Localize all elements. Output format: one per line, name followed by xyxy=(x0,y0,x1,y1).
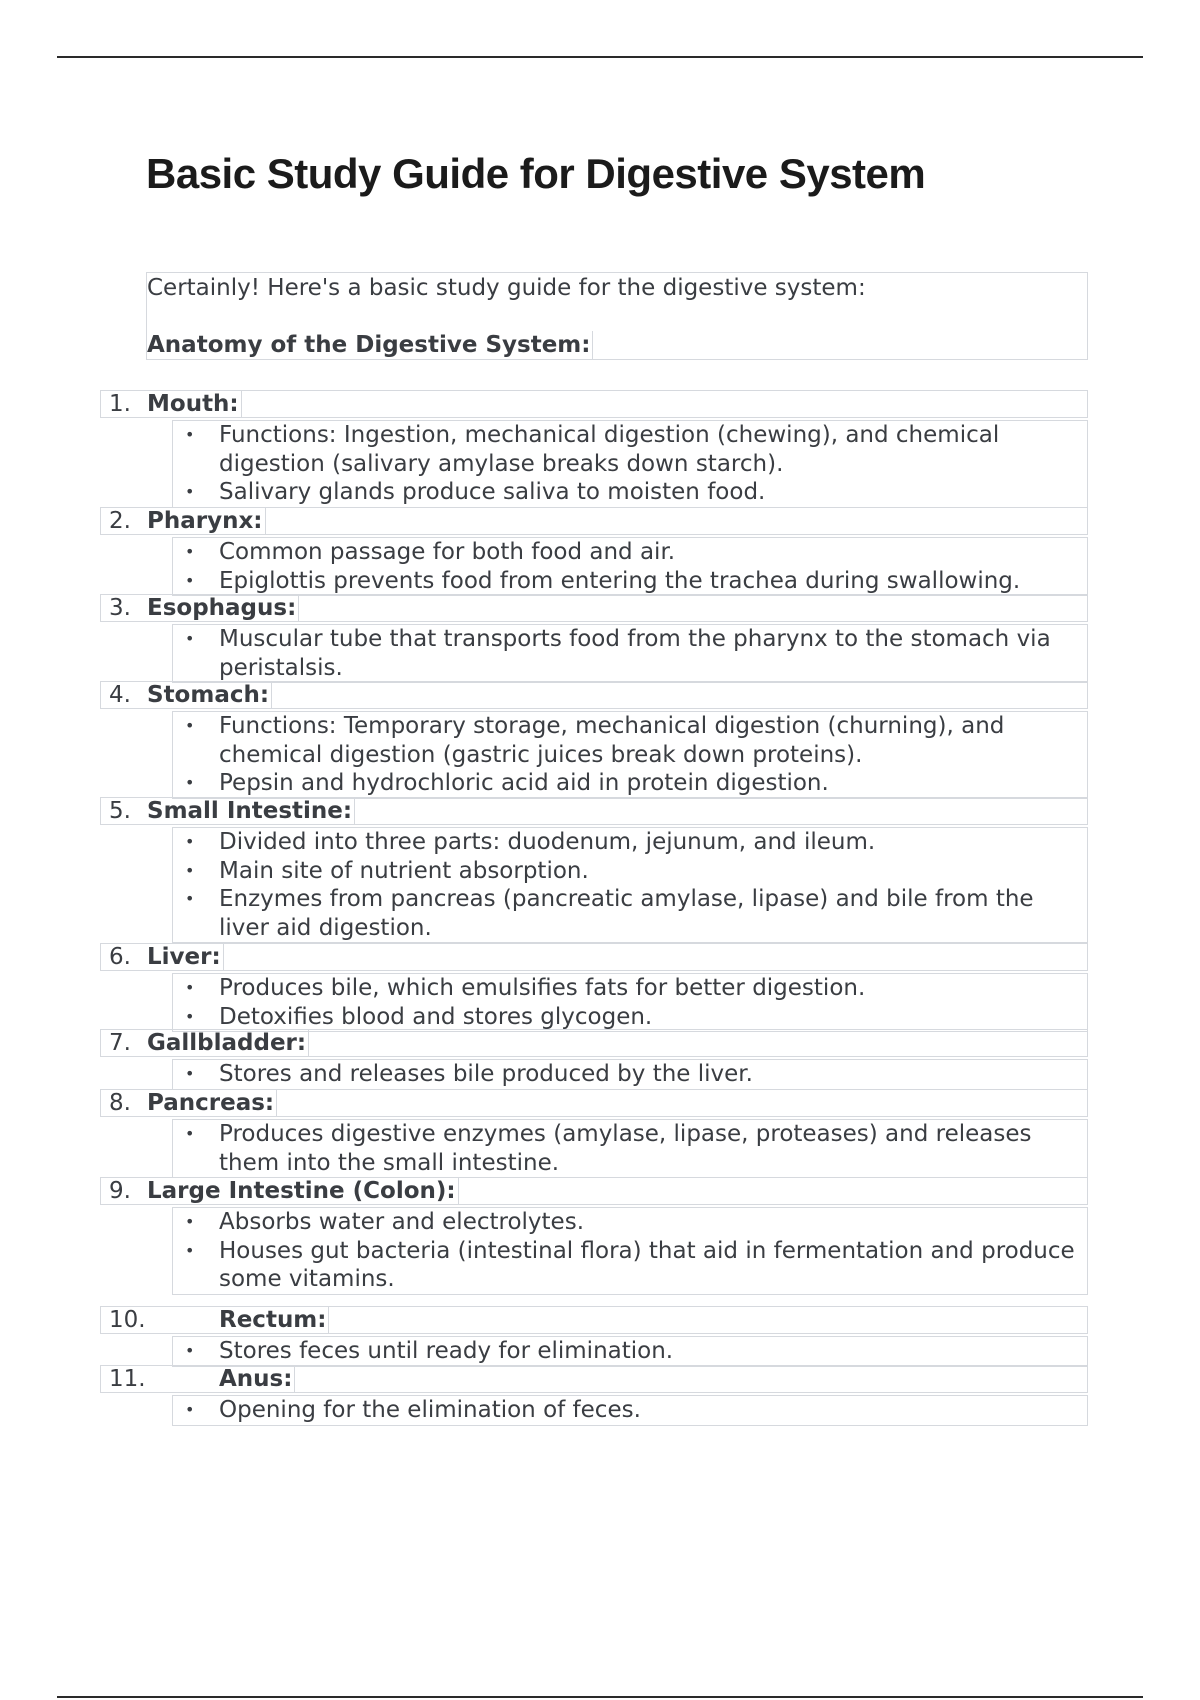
list-number: 7. xyxy=(109,1030,131,1056)
header-rule xyxy=(57,56,1143,58)
bullet-list xyxy=(172,1119,1088,1178)
list-item xyxy=(100,594,1088,683)
list-number: 11. xyxy=(109,1366,146,1392)
bullet-item xyxy=(173,857,1087,886)
list-item-header xyxy=(100,797,1088,825)
list-item-header xyxy=(100,681,1088,709)
bullet-text: Produces bile, which emulsifies fats for better digestion. xyxy=(219,975,866,1001)
bullet-item xyxy=(173,478,1087,507)
list-item xyxy=(100,1177,1088,1295)
footer-rule xyxy=(57,1696,1143,1698)
bullet-text: Common passage for both food and air. xyxy=(219,539,676,565)
bullet-list xyxy=(172,973,1088,1032)
bullet-item xyxy=(173,974,1087,1003)
list-item xyxy=(100,1306,1088,1367)
bullet-item xyxy=(173,567,1087,596)
list-item xyxy=(100,1029,1088,1090)
bullet-icon: • xyxy=(185,1124,195,1143)
bullet-text: Absorbs water and electrolytes. xyxy=(219,1209,585,1235)
list-item xyxy=(100,1089,1088,1178)
list-number: 10. xyxy=(109,1307,146,1333)
bullet-text: Houses gut bacteria (intestinal flora) that aid in fermentation and produce some vitamins. xyxy=(219,1237,1075,1292)
list-number: 5. xyxy=(109,798,131,824)
bullet-icon: • xyxy=(185,1212,195,1231)
bullet-text: Functions: Temporary storage, mechanical digestion (churning), and chemical digestion (gastric juices break down proteins). xyxy=(219,713,1005,768)
bullet-item xyxy=(173,769,1087,798)
organ-label: Pancreas: xyxy=(147,1089,277,1117)
organ-label: Mouth: xyxy=(147,390,242,418)
bullet-icon: • xyxy=(185,889,195,908)
bullet-icon: • xyxy=(185,425,195,444)
list-item xyxy=(100,681,1088,799)
organ-label: Anus: xyxy=(219,1365,295,1393)
list-item-header xyxy=(100,1089,1088,1117)
bullet-icon: • xyxy=(185,773,195,792)
organ-label: Rectum: xyxy=(219,1306,329,1334)
list-item xyxy=(100,1365,1088,1426)
list-item xyxy=(100,797,1088,943)
bullet-list xyxy=(172,1207,1088,1295)
list-number: 2. xyxy=(109,508,131,534)
list-item-header xyxy=(100,594,1088,622)
bullet-icon: • xyxy=(185,482,195,501)
organ-label: Small Intestine: xyxy=(147,797,355,825)
bullet-item xyxy=(173,1208,1087,1237)
bullet-item xyxy=(173,1237,1087,1294)
list-number: 8. xyxy=(109,1090,131,1116)
bullet-text: Stores and releases bile produced by the liver. xyxy=(219,1061,753,1087)
bullet-text: Muscular tube that transports food from the pharynx to the stomach via peristalsis. xyxy=(219,626,1051,681)
bullet-list xyxy=(172,1336,1088,1367)
intro-box xyxy=(146,272,1088,360)
list-item xyxy=(100,390,1088,508)
list-number: 4. xyxy=(109,682,131,708)
bullet-text: Produces digestive enzymes (amylase, lipase, proteases) and releases them into the small intestine. xyxy=(219,1121,1032,1176)
list-item-header xyxy=(100,507,1088,535)
bullet-list xyxy=(172,711,1088,799)
bullet-icon: • xyxy=(185,1064,195,1083)
bullet-item xyxy=(173,1120,1087,1177)
organ-label: Stomach: xyxy=(147,681,272,709)
bullet-item xyxy=(173,1396,1087,1425)
bullet-list xyxy=(172,537,1088,596)
bullet-item xyxy=(173,421,1087,478)
bullet-icon: • xyxy=(185,1400,195,1419)
page-title: Basic Study Guide for Digestive System xyxy=(146,150,926,197)
list-number: 9. xyxy=(109,1178,131,1204)
bullet-list xyxy=(172,420,1088,508)
list-number: 1. xyxy=(109,391,131,417)
bullet-icon: • xyxy=(185,978,195,997)
bullet-item xyxy=(173,1060,1087,1089)
bullet-list xyxy=(172,1059,1088,1090)
bullet-icon: • xyxy=(185,542,195,561)
bullet-icon: • xyxy=(185,1006,195,1026)
bullet-icon: • xyxy=(185,629,195,648)
list-item-header xyxy=(100,1029,1088,1057)
bullet-list xyxy=(172,1395,1088,1426)
bullet-icon: • xyxy=(185,570,195,590)
organ-label: Large Intestine (Colon): xyxy=(147,1177,459,1205)
bullet-icon: • xyxy=(185,1341,195,1360)
bullet-text: Divided into three parts: duodenum, jejunum, and ileum. xyxy=(219,829,876,855)
bullet-text: Functions: Ingestion, mechanical digestion (chewing), and chemical digestion (salivary amylase breaks down starch). xyxy=(219,422,1000,477)
organ-label: Gallbladder: xyxy=(147,1029,309,1057)
list-number: 6. xyxy=(109,944,131,970)
bullet-item xyxy=(173,828,1087,857)
bullet-text: Stores feces until ready for elimination. xyxy=(219,1338,674,1364)
bullet-list xyxy=(172,827,1088,943)
bullet-icon: • xyxy=(185,832,195,851)
list-item-header xyxy=(100,1177,1088,1205)
section-heading: Anatomy of the Digestive System: xyxy=(147,331,593,360)
bullet-text: Pepsin and hydrochloric acid aid in protein digestion. xyxy=(219,770,829,796)
organ-label: Liver: xyxy=(147,943,224,971)
bullet-item xyxy=(173,625,1087,682)
list-item-header xyxy=(100,1365,1088,1393)
list-item-header xyxy=(100,390,1088,418)
bullet-item xyxy=(173,1337,1087,1366)
bullet-text: Enzymes from pancreas (pancreatic amylase, lipase) and bile from the liver aid digestion. xyxy=(219,886,1034,941)
bullet-item xyxy=(173,885,1087,942)
list-number: 3. xyxy=(109,595,131,621)
bullet-item xyxy=(173,712,1087,769)
bullet-icon: • xyxy=(185,860,195,880)
bullet-list xyxy=(172,624,1088,683)
list-item xyxy=(100,943,1088,1032)
bullet-icon: • xyxy=(185,716,195,735)
list-item-header xyxy=(100,1306,1088,1334)
bullet-text: Opening for the elimination of feces. xyxy=(219,1397,641,1423)
bullet-item xyxy=(173,538,1087,567)
intro-text: Certainly! Here's a basic study guide for the digestive system: xyxy=(147,275,866,301)
organ-label: Esophagus: xyxy=(147,594,299,622)
bullet-icon: • xyxy=(185,1240,195,1260)
list-item xyxy=(100,507,1088,596)
bullet-text: Salivary glands produce saliva to moisten food. xyxy=(219,479,766,505)
list-item-header xyxy=(100,943,1088,971)
organ-label: Pharynx: xyxy=(147,507,266,535)
bullet-text: Epiglottis prevents food from entering the trachea during swallowing. xyxy=(219,567,1021,594)
bullet-text: Detoxifies blood and stores glycogen. xyxy=(219,1003,653,1030)
bullet-item xyxy=(173,1003,1087,1032)
bullet-text: Main site of nutrient absorption. xyxy=(219,857,589,884)
